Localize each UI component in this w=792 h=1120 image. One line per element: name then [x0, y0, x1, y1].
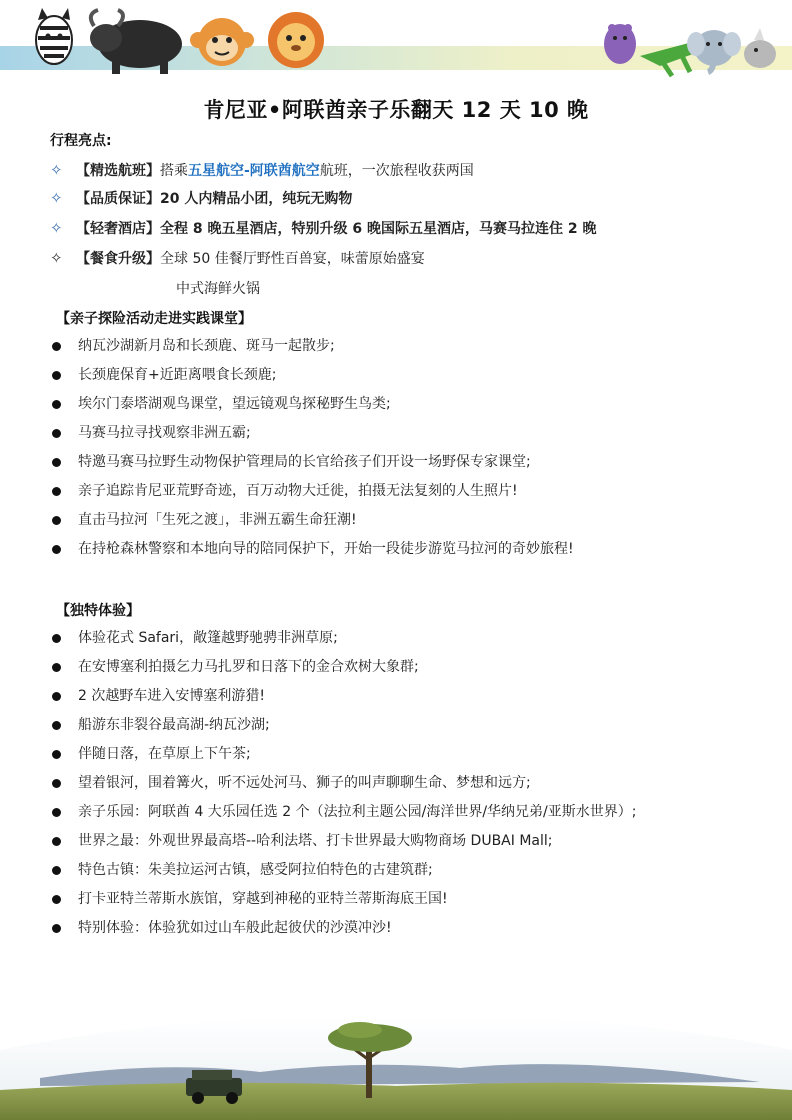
- bullet-icon: [52, 837, 61, 846]
- list-item-text: 埃尔门泰塔湖观鸟课堂，望远镜观鸟探秘野生鸟类;: [78, 396, 391, 412]
- activities-list: [50, 332, 574, 564]
- highlight-hotel: [50, 218, 596, 238]
- highlight-tag: 【精选航班】: [76, 163, 160, 179]
- four-point-star-icon: ✧: [50, 189, 63, 207]
- bullet-icon: [52, 924, 61, 933]
- list-item: [50, 448, 574, 477]
- zebra-icon: [36, 8, 72, 64]
- list-item: [50, 856, 636, 885]
- list-item: [50, 653, 636, 682]
- list-item: [50, 535, 574, 564]
- list-item: [50, 332, 574, 361]
- list-item-text: 伴随日落，在草原上下午茶;: [78, 746, 251, 762]
- bullet-icon: [52, 342, 61, 351]
- list-item-text: 亲子乐园：阿联酋 4 大乐园任选 2 个（法拉利主题公园/海洋世界/华纳兄弟/亚斯水世界）;: [78, 804, 637, 820]
- list-item: [50, 506, 574, 535]
- list-item: [50, 827, 636, 856]
- highlight-dining-continued: 中式海鲜火锅: [176, 281, 260, 297]
- bullet-icon: [52, 371, 61, 380]
- list-item-text: 纳瓦沙湖新月岛和长颈鹿、斑马一起散步;: [78, 338, 335, 354]
- highlights-heading: 行程亮点:: [50, 133, 112, 149]
- list-item: [50, 885, 636, 914]
- list-item: [50, 711, 636, 740]
- page-title: 肯尼亚•阿联酋亲子乐翻天 12 天 10 晚: [203, 98, 589, 122]
- four-point-star-icon: ✧: [50, 161, 63, 179]
- lion-icon: [268, 12, 324, 68]
- list-item-text: 特别体验：体验犹如过山车般此起彼伏的沙漠冲沙!: [78, 920, 392, 936]
- list-item-text: 望着银河，围着篝火，听不远处河马、狮子的叫声聊聊生命、梦想和远方;: [78, 775, 531, 791]
- bullet-icon: [52, 634, 61, 643]
- list-item: [50, 361, 574, 390]
- hippo-icon: [604, 24, 636, 64]
- elephant-icon: [687, 30, 741, 72]
- four-point-star-icon: ✧: [50, 249, 63, 267]
- unique-experience-list: [50, 624, 636, 943]
- monkey-icon: [190, 18, 254, 66]
- bullet-icon: [52, 692, 61, 701]
- bullet-icon: [52, 779, 61, 788]
- list-item-text: 亲子追踪肯尼亚荒野奇迹，百万动物大迁徙，拍摄无法复刻的人生照片!: [78, 483, 518, 499]
- bullet-icon: [52, 866, 61, 875]
- list-item-text: 长颈鹿保育+近距离喂食长颈鹿;: [78, 367, 277, 383]
- header-animal-banner: [0, 0, 792, 80]
- highlight-tag: 【餐食升级】: [76, 251, 160, 267]
- list-item-text: 特色古镇：朱美拉运河古镇，感受阿拉伯特色的古建筑群;: [78, 862, 433, 878]
- list-item-text: 在持枪森林警察和本地向导的陪同保护下，开始一段徒步游览马拉河的奇妙旅程!: [78, 541, 574, 557]
- highlight-tag: 【品质保证】: [76, 191, 160, 207]
- rhino-icon: [744, 28, 776, 68]
- bullet-icon: [52, 721, 61, 730]
- highlight-text: 搭乘: [160, 163, 188, 179]
- list-item-text: 直击马拉河「生死之渡」，非洲五霸生命狂潮!: [78, 512, 357, 528]
- list-item: [50, 477, 574, 506]
- bullet-icon: [52, 429, 61, 438]
- highlight-quality: [50, 188, 352, 208]
- list-item-text: 世界之最：外观世界最高塔--哈利法塔、打卡世界最大购物商场 DUBAI Mall;: [78, 833, 553, 849]
- list-item-text: 打卡亚特兰蒂斯水族馆，穿越到神秘的亚特兰蒂斯海底王国!: [78, 891, 448, 907]
- section-heading-activities: 【亲子探险活动走进实践课堂】: [56, 311, 252, 327]
- four-point-star-icon: ✧: [50, 219, 63, 237]
- list-item: [50, 914, 636, 943]
- highlight-text: 航班，一次旅程收获两国: [319, 163, 474, 179]
- list-item-text: 2 次越野车进入安博塞利游猎!: [78, 688, 265, 704]
- highlight-text: 20 人内精品小团，纯玩无购物: [160, 191, 353, 207]
- savanna-footer-illustration: [0, 990, 792, 1120]
- list-item-text: 马赛马拉寻找观察非洲五霸;: [78, 425, 251, 441]
- list-item: [50, 419, 574, 448]
- bullet-icon: [52, 458, 61, 467]
- bullet-icon: [52, 750, 61, 759]
- bullet-icon: [52, 895, 61, 904]
- list-item: [50, 682, 636, 711]
- list-item-text: 在安博塞利拍摄乞力马扎罗和日落下的金合欢树大象群;: [78, 659, 419, 675]
- bullet-icon: [52, 487, 61, 496]
- highlight-dining: [50, 248, 425, 268]
- bullet-icon: [52, 545, 61, 554]
- bullet-icon: [52, 516, 61, 525]
- highlight-tag: 【轻奢酒店】: [76, 221, 160, 237]
- list-item: [50, 624, 636, 653]
- section-heading-unique: 【独特体验】: [56, 603, 140, 619]
- airline-emphasis: 五星航空-阿联酋航空: [188, 163, 320, 179]
- list-item-text: 体验花式 Safari，敞篷越野驰骋非洲草原;: [78, 630, 338, 646]
- highlight-text: 全球 50 佳餐厅野性百兽宴，味蕾原始盛宴: [160, 251, 425, 267]
- list-item: [50, 390, 574, 419]
- bullet-icon: [52, 400, 61, 409]
- bullet-icon: [52, 808, 61, 817]
- highlight-text: 全程 8 晚五星酒店，特别升级 6 晚国际五星酒店，马赛马拉连住 2 晚: [160, 221, 597, 237]
- list-item-text: 特邀马赛马拉野生动物保护管理局的长官给孩子们开设一场野保专家课堂;: [78, 454, 531, 470]
- animal-illustrations: [0, 0, 792, 80]
- buffalo-icon: [90, 10, 182, 74]
- bullet-icon: [52, 663, 61, 672]
- highlight-flight: [50, 160, 474, 180]
- list-item: [50, 740, 636, 769]
- list-item-text: 船游东非裂谷最高湖-纳瓦沙湖;: [78, 717, 270, 733]
- list-item: [50, 769, 636, 798]
- list-item: [50, 798, 636, 827]
